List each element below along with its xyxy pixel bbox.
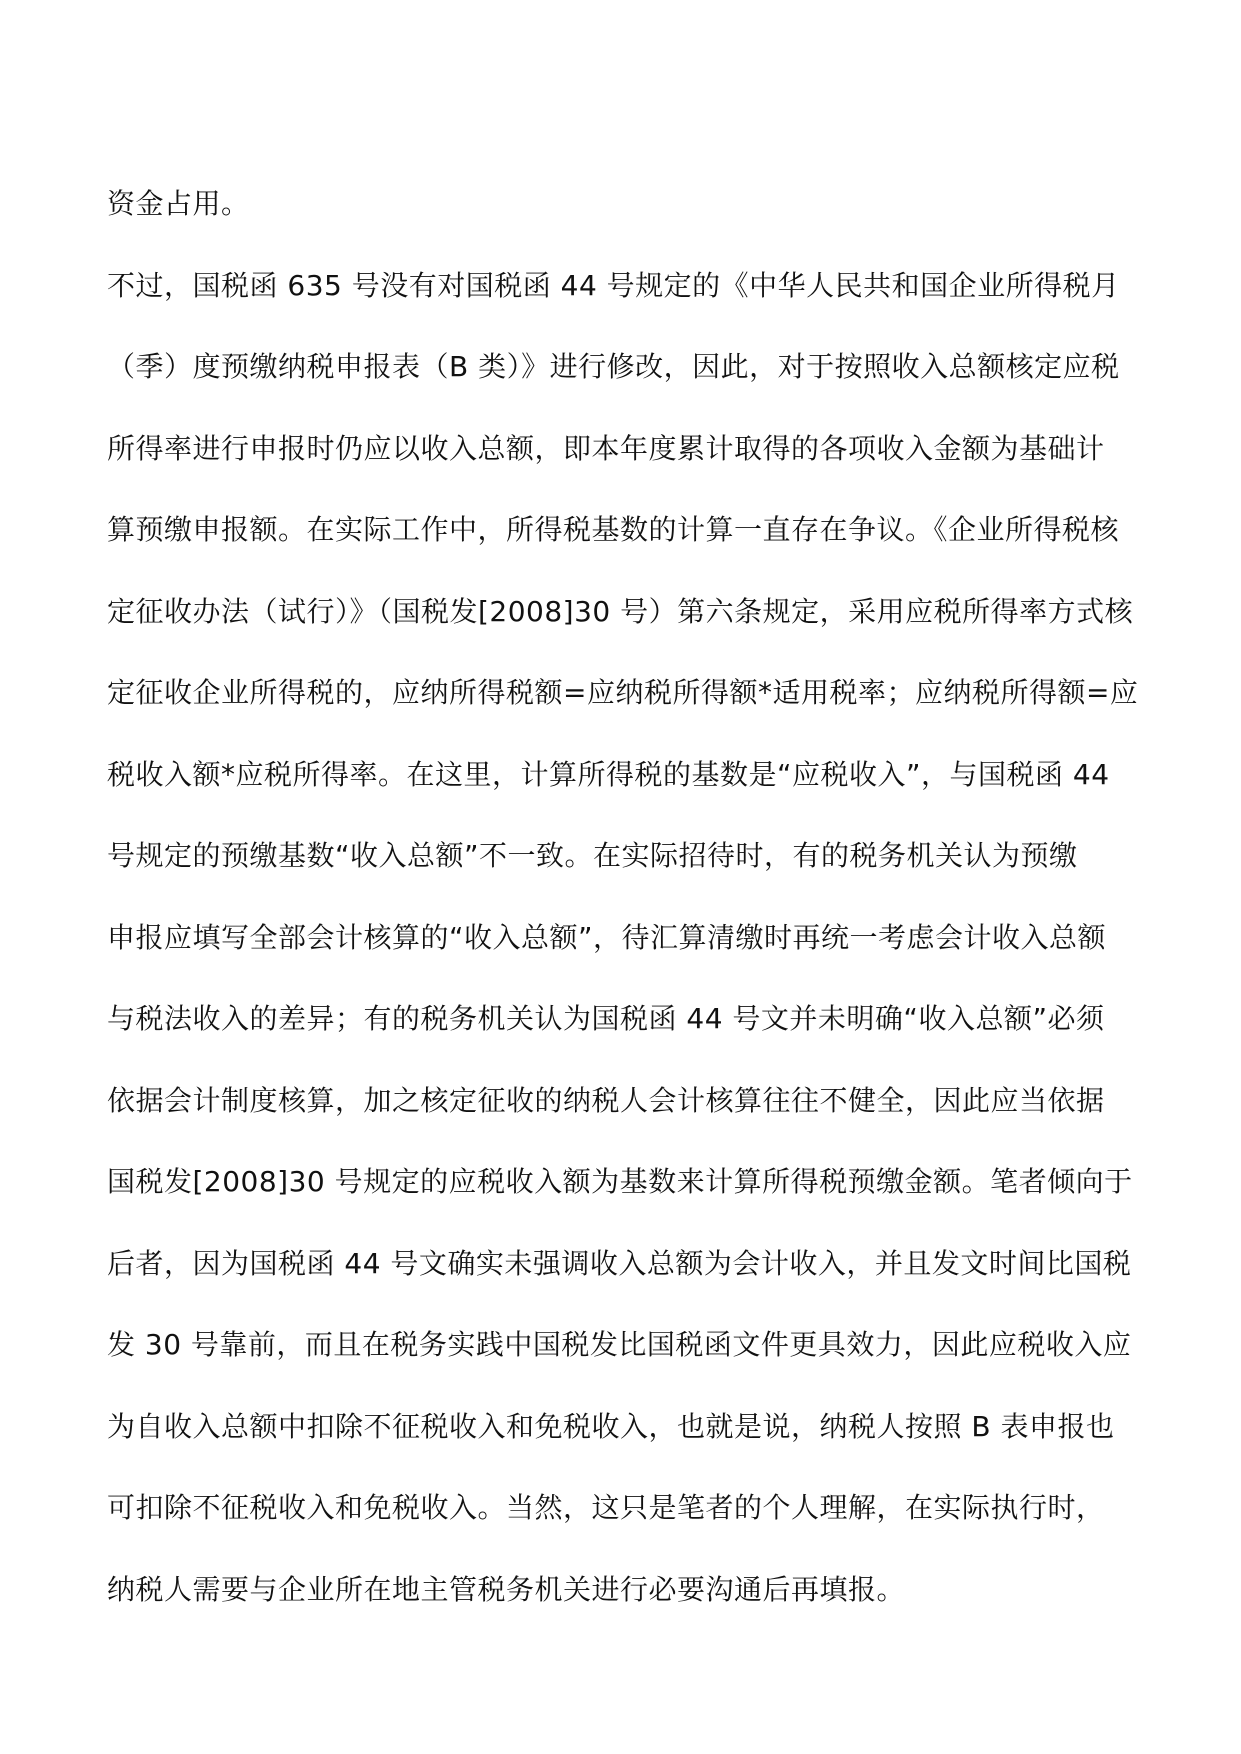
text-line: 定征收企业所得税的，应纳所得税额=应纳税所得额*适用税率；应纳税所得额=应 (107, 676, 1139, 709)
text-line: 发 30 号靠前，而且在税务实践中国税发比国税函文件更具效力，因此应税收入应 (107, 1328, 1132, 1361)
text-line: 纳税人需要与企业所在地主管税务机关进行必要沟通后再填报。 (107, 1572, 906, 1606)
text-line: 与税法收入的差异；有的税务机关认为国税函 44 号文并未明确“收入总额”必须 (107, 1002, 1105, 1035)
text-line: 税收入额*应税所得率。在这里，计算所得税的基数是“应税收入”，与国税函 44 (107, 757, 1110, 791)
text-line: 申报应填写全部会计核算的“收入总额”，待汇算清缴时再统一考虑会计收入总额 (107, 920, 1107, 954)
text-line: 国税发[2008]30 号规定的应税收入额为基数来计算所得税预缴金额。笔者倾向于 (107, 1165, 1133, 1198)
body-text (107, 163, 1137, 1630)
text-line: 定征收办法（试行）》（国税发[2008]30 号）第六条规定，采用应税所得率方式核 (107, 594, 1134, 628)
text-line: 算预缴申报额。在实际工作中，所得税基数的计算一直存在争议。《企业所得税核 (107, 513, 1120, 546)
text-line: 资金占用。 (107, 187, 250, 220)
text-line: 可扣除不征税收入和免税收入。当然，这只是笔者的个人理解，在实际执行时， (107, 1491, 1105, 1524)
text-line: 所得率进行申报时仍应以收入总额，即本年度累计取得的各项收入金额为基础计 (107, 431, 1105, 465)
text-line: （季）度预缴纳税申报表（B 类）》进行修改，因此，对于按照收入总额核定应税 (107, 350, 1120, 383)
text-line: 依据会计制度核算，加之核定征收的纳税人会计核算往往不健全，因此应当依据 (107, 1083, 1105, 1117)
text-line: 不过，国税函 635 号没有对国税函 44 号规定的《中华人民共和国企业所得税月 (107, 268, 1120, 302)
text-line: 后者，因为国税函 44 号文确实未强调收入总额为会计收入，并且发文时间比国税 (107, 1246, 1132, 1280)
text-line: 号规定的预缴基数“收入总额”不一致。在实际招待时，有的税务机关认为预缴 (107, 839, 1078, 872)
text-line: 为自收入总额中扣除不征税收入和免税收入，也就是说，纳税人按照 B 表申报也 (107, 1409, 1115, 1443)
